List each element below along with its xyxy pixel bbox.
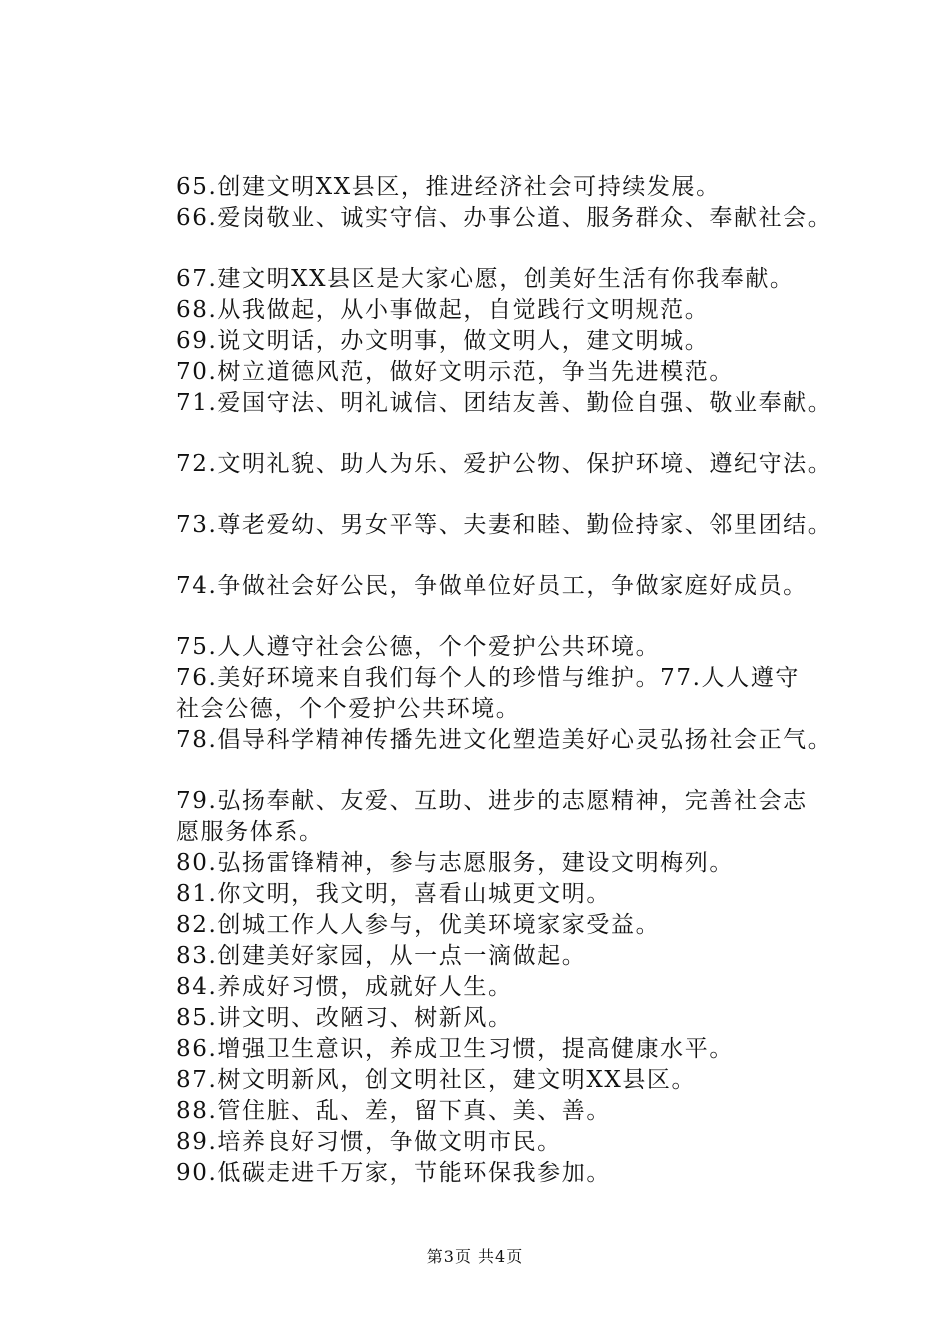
slogan-78: 78.倡导科学精神传播先进文化塑造美好心灵弘扬社会正气。 [176, 727, 833, 753]
blank-line [133, 756, 853, 786]
slogan-75: 75.人人遵守社会公德，个个爱护公共环境。 [176, 634, 661, 660]
blank-line [133, 419, 853, 449]
slogan-85: 85.讲文明、改陋习、树新风。 [176, 1005, 513, 1031]
slogan-67: 67.建文明XX县区是大家心愿，创美好生活有你我奉献。 [176, 266, 795, 292]
page-number-footer: 第3页 共4页 [426, 1247, 524, 1266]
slogan-69: 69.说文明话，办文明事，做文明人，建文明城。 [176, 328, 710, 354]
slogan-68: 68.从我做起，从小事做起，自觉践行文明规范。 [176, 297, 710, 323]
slogan-83: 83.创建美好家园，从一点一滴做起。 [176, 943, 587, 969]
slogan-81: 81.你文明，我文明，喜看山城更文明。 [176, 881, 611, 907]
slogan-74: 74.争做社会好公民，争做单位好员工，争做家庭好成员。 [176, 573, 808, 599]
blank-line [133, 480, 853, 510]
slogan-84: 84.养成好习惯，成就好人生。 [176, 974, 513, 1000]
slogan-72: 72.文明礼貌、助人为乐、爱护公物、保护环境、遵纪守法。 [176, 451, 833, 477]
slogan-88: 88.管住脏、乱、差，留下真、美、善。 [176, 1098, 611, 1124]
blank-line [133, 541, 853, 571]
slogan-66: 66.爱岗敬业、诚实守信、办事公道、服务群众、奉献社会。 [176, 205, 833, 231]
slogan-79: 79.弘扬奉献、友爱、互助、进步的志愿精神，完善社会志愿服务体系。 [176, 788, 808, 845]
slogan-82: 82.创城工作人人参与，优美环境家家受益。 [176, 912, 661, 938]
slogan-86: 86.增强卫生意识，养成卫生习惯，提高健康水平。 [176, 1036, 734, 1062]
slogan-80: 80.弘扬雷锋精神，参与志愿服务，建设文明梅列。 [176, 850, 734, 876]
slogan-73: 73.尊老爱幼、男女平等、夫妻和睦、勤俭持家、邻里团结。 [176, 512, 833, 538]
slogan-70: 70.树立道德风范，做好文明示范，争当先进模范。 [176, 359, 734, 385]
slogan-71: 71.爱国守法、明礼诚信、团结友善、勤俭自强、敬业奉献。 [176, 390, 833, 416]
slogan-76-77: 76.美好环境来自我们每个人的珍惜与维护。77.人人遵守社会公德，个个爱护公共环境。 [176, 665, 800, 722]
slogan-89: 89.培养良好习惯，争做文明市民。 [176, 1129, 562, 1155]
slogan-87: 87.树文明新风，创文明社区，建文明XX县区。 [176, 1067, 697, 1093]
slogan-65: 65.创建文明XX县区，推进经济社会可持续发展。 [176, 174, 721, 200]
slogan-90: 90.低碳走进千万家，节能环保我参加。 [176, 1160, 611, 1186]
blank-line [133, 602, 853, 632]
blank-line [133, 234, 853, 264]
slogan-list [133, 172, 853, 1189]
